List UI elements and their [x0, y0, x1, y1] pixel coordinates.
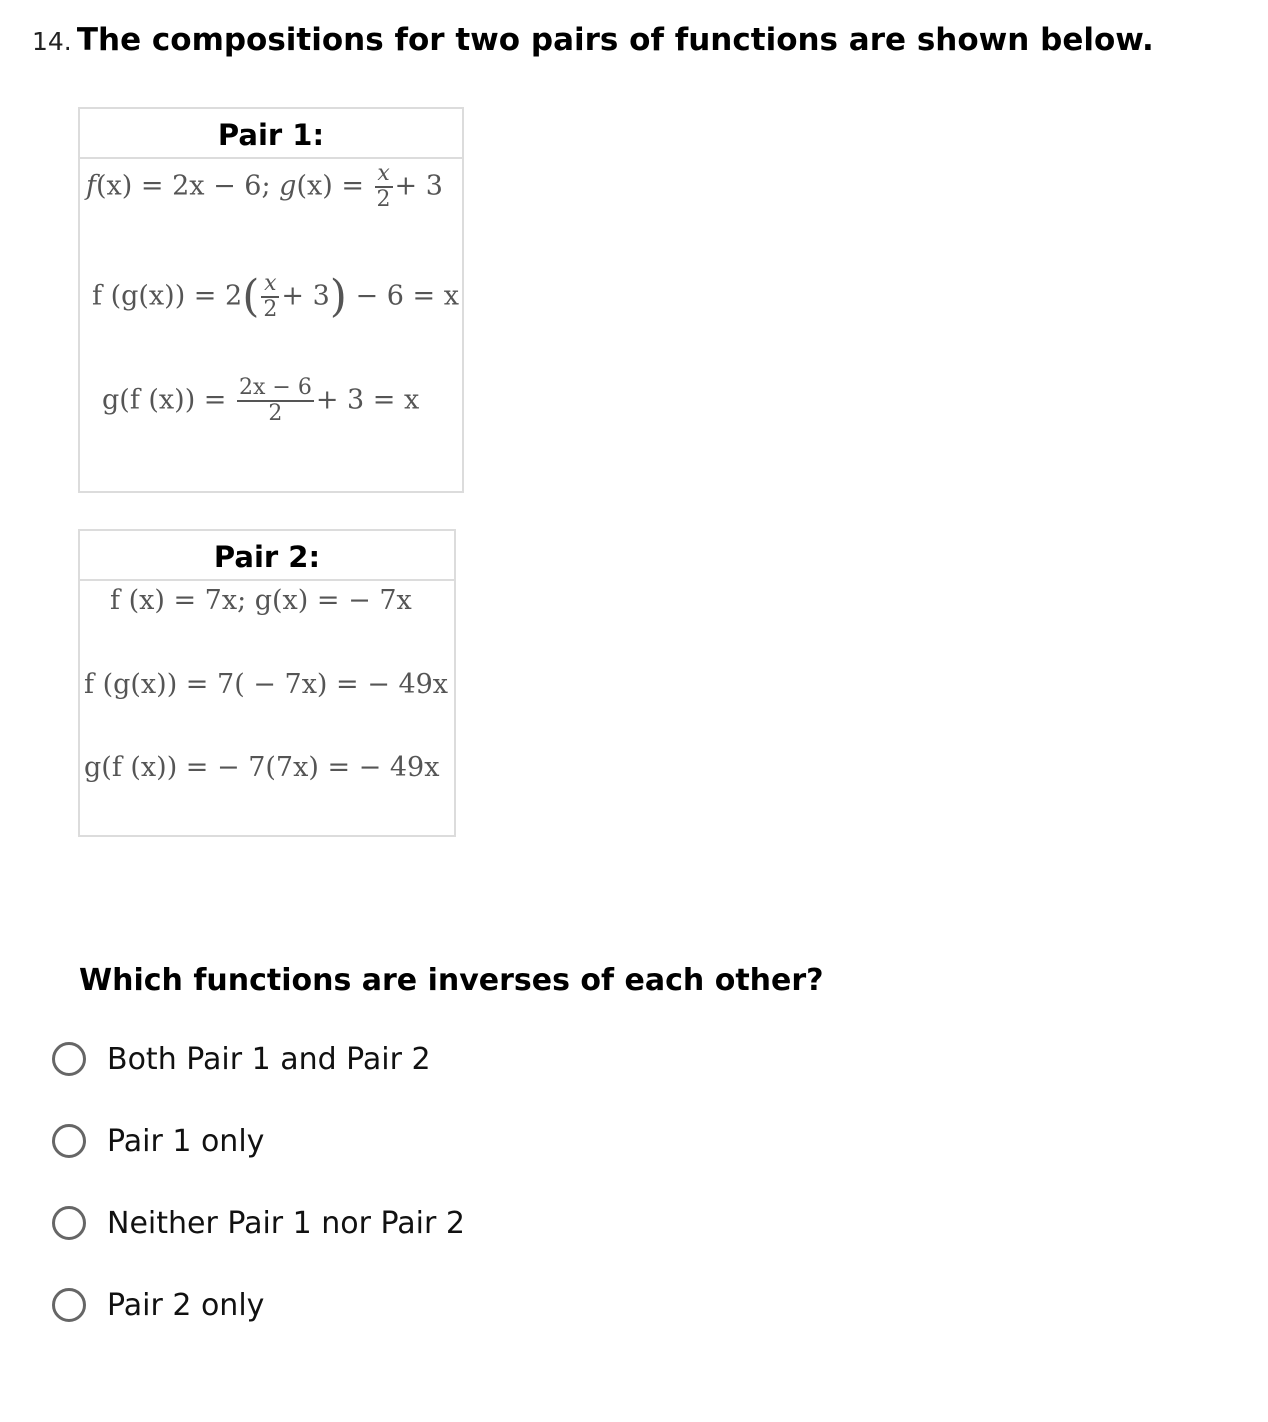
option-pair-1-only[interactable] — [52, 1119, 264, 1163]
fraction-denominator: 2 — [263, 297, 278, 322]
pair-2-fg-composition: f (g(x)) = 7( − 7x) = − 49x — [84, 669, 449, 700]
pair-1-fg-fraction — [261, 273, 279, 321]
pair-2-title: Pair 2: — [80, 531, 454, 581]
question-header — [32, 22, 1154, 58]
question-prompt: Which functions are inverses of each other? — [79, 963, 824, 998]
pair-1-g-expr: (x) = — [296, 170, 373, 202]
pair-1-card — [78, 107, 464, 493]
pair-1-gf-fraction — [237, 377, 314, 425]
option-label: Both Pair 1 and Pair 2 — [107, 1041, 431, 1077]
option-label: Pair 2 only — [107, 1287, 265, 1323]
option-label: Neither Pair 1 nor Pair 2 — [107, 1205, 465, 1241]
radio-icon[interactable] — [52, 1124, 86, 1158]
option-pair-2-only[interactable] — [52, 1283, 264, 1327]
radio-icon[interactable] — [52, 1288, 86, 1322]
pair-1-fg-rhs: − 6 = x — [355, 280, 459, 312]
fraction-denominator: 2 — [376, 187, 391, 212]
pair-1-fg-lhs: f (g(x)) = 2 — [92, 280, 243, 312]
pair-1-def-fraction — [375, 163, 393, 211]
radio-icon[interactable] — [52, 1206, 86, 1240]
pair-1-gf-rhs: + 3 = x — [315, 384, 420, 416]
open-paren: ( — [242, 271, 260, 322]
pair-1-gf-composition — [102, 377, 419, 425]
pair-1-fg-inner-tail: + 3 — [281, 280, 330, 312]
pair-1-gf-lhs: g(f (x)) = — [102, 384, 236, 416]
pair-1-title: Pair 1: — [80, 109, 462, 159]
option-label: Pair 1 only — [107, 1123, 265, 1159]
pair-1-f-label: f — [86, 170, 96, 202]
option-both-pairs[interactable] — [52, 1037, 431, 1081]
pair-1-f-expr: (x) = 2x − 6; — [96, 170, 280, 202]
question-number: 14. — [32, 27, 72, 56]
pair-2-gf-composition: g(f (x)) = − 7(7x) = − 49x — [84, 752, 440, 783]
fraction-denominator: 2 — [268, 401, 283, 426]
fraction-numerator: x — [375, 163, 393, 188]
fraction-numerator: 2x − 6 — [239, 375, 312, 400]
question-title: The compositions for two pairs of functions are shown below. — [76, 22, 1154, 58]
pair-2-card — [78, 529, 456, 837]
pair-1-g-label: g — [279, 170, 297, 202]
pair-1-fg-composition — [92, 273, 459, 321]
pair-2-definition: f (x) = 7x; g(x) = − 7x — [110, 585, 412, 616]
option-neither-pair[interactable] — [52, 1201, 465, 1245]
fraction-numerator: x — [261, 273, 279, 298]
pair-1-definition — [86, 163, 443, 211]
close-paren: ) — [329, 271, 347, 322]
pair-1-def-tail: + 3 — [394, 170, 443, 202]
radio-icon[interactable] — [52, 1042, 86, 1076]
